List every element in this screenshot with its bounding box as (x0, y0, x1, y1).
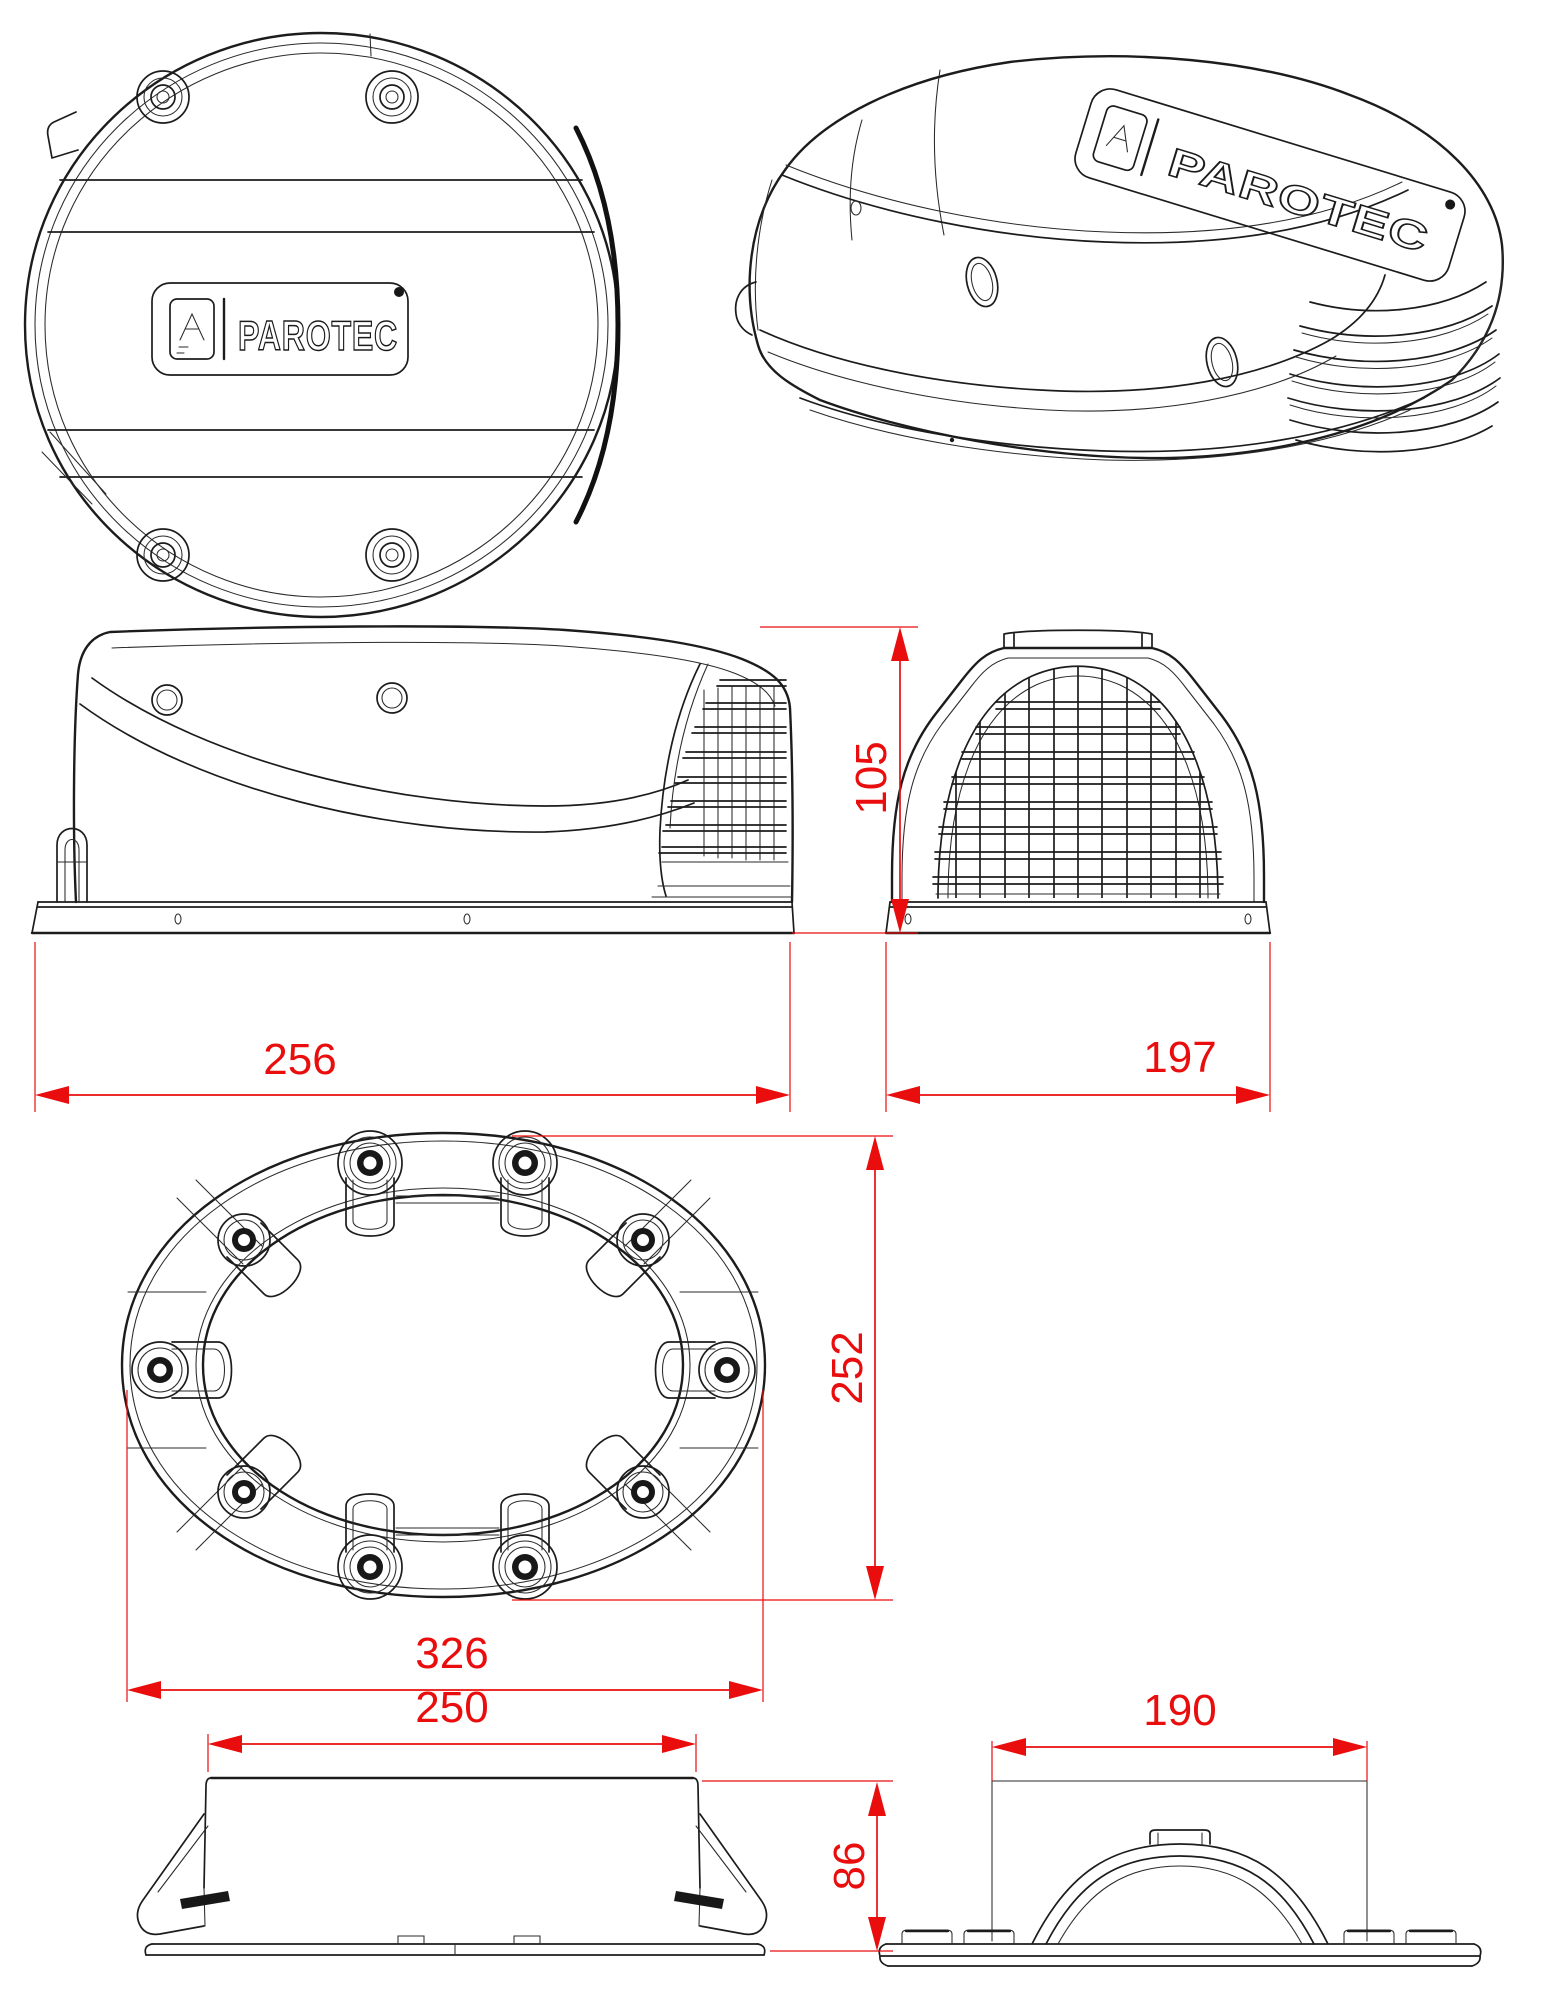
dimension-label: 105 (847, 741, 896, 815)
dimension-label: 326 (415, 1629, 489, 1678)
side-view (32, 626, 794, 933)
perspective-view (736, 56, 1503, 460)
base-side-view (137, 1778, 766, 1955)
registered-mark-dot (394, 287, 404, 297)
screw-lug (493, 1494, 557, 1599)
mounting-pads (902, 1930, 1456, 1944)
screw-lug (493, 1131, 557, 1236)
base-ring-bottom-view (122, 1131, 765, 1599)
screw-lug (132, 1342, 232, 1398)
dimension-label: 197 (1143, 1033, 1217, 1082)
top-view (25, 33, 618, 617)
screw-boss (366, 71, 418, 123)
registered-mark-dot (1444, 198, 1456, 210)
dimension-base-width (992, 1686, 1367, 1781)
screw-lug (207, 1203, 308, 1304)
arch-top-tab (1150, 1830, 1210, 1844)
dimension-base-height (702, 1781, 893, 1951)
base-front-view (879, 1781, 1481, 1966)
dimension-cover-width (886, 942, 1270, 1112)
louver-slats (1288, 282, 1500, 452)
screw-lug (578, 1427, 679, 1528)
vent-hole (961, 254, 1002, 310)
logo-plate (152, 283, 408, 375)
screw-boss (366, 529, 418, 581)
front-view (886, 630, 1270, 933)
logo-mark-icon (1092, 104, 1149, 172)
dimension-ring-length (127, 1390, 763, 1702)
grille-vertical-bars (956, 662, 1200, 898)
brand-logo-text: PAROTEC (1163, 140, 1367, 241)
screw-lug (578, 1203, 679, 1304)
dimension-label: 190 (1143, 1686, 1217, 1735)
screw-lug (207, 1427, 308, 1528)
arch-profile (1032, 1844, 1328, 1944)
dimension-cover-length (35, 942, 790, 1112)
dimension-label: 252 (823, 1331, 872, 1405)
dimension-cover-height (760, 627, 918, 933)
screw-boss (137, 529, 189, 581)
front-skirt (886, 902, 1270, 933)
dimension-label: 256 (263, 1035, 337, 1084)
logo-plate-perspective (1070, 84, 1470, 286)
dimension-label: 86 (825, 1841, 874, 1891)
screw-lug (656, 1342, 756, 1398)
side-skirt (32, 902, 794, 933)
dimension-label: 250 (415, 1683, 489, 1732)
brand-logo-text: PAROTEC (238, 312, 398, 359)
dimension-base-length (208, 1683, 696, 1772)
